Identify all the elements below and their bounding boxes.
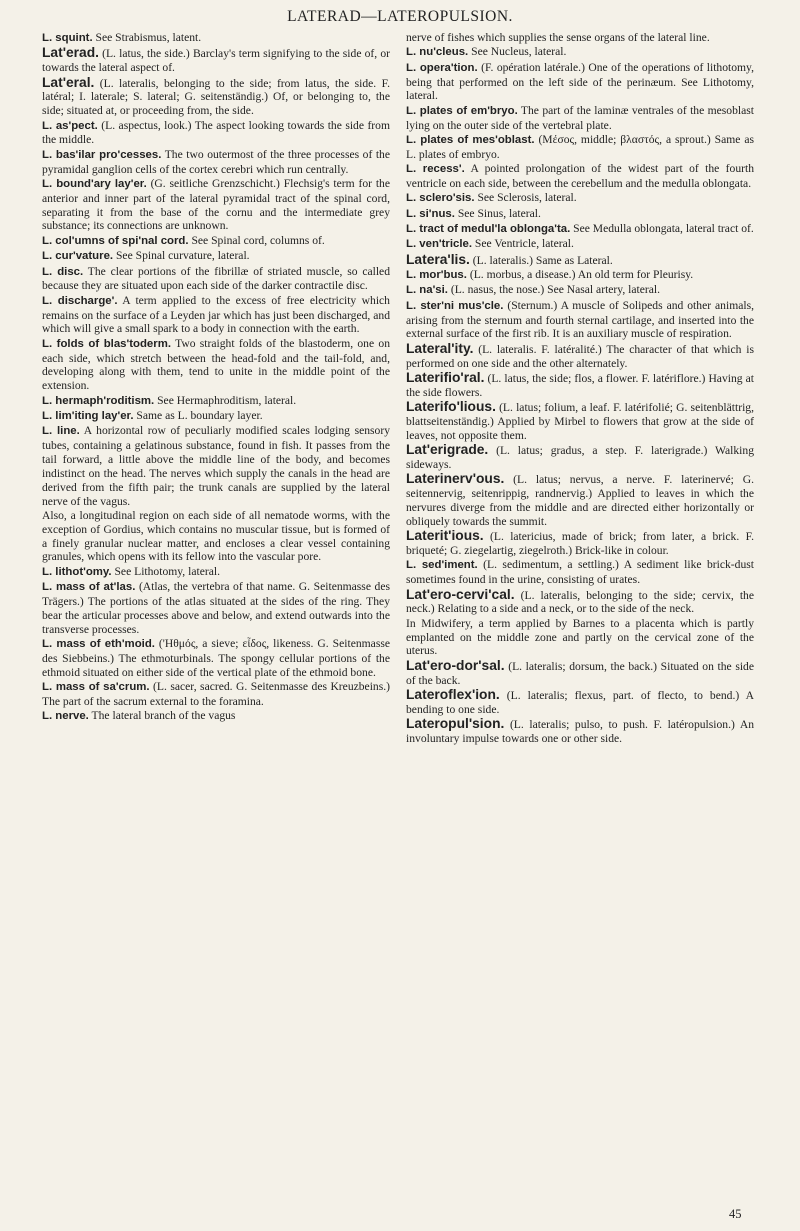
- dictionary-entry: [406, 472, 754, 528]
- dictionary-entry: [42, 509, 390, 564]
- dictionary-entry: [406, 283, 754, 298]
- entry-headword: L. nerve.: [42, 710, 89, 723]
- entry-definition: See Spinal curvature, lateral.: [113, 249, 250, 263]
- dictionary-entry: [406, 299, 754, 342]
- dictionary-entry: [406, 529, 754, 558]
- dictionary-entry: [42, 580, 390, 636]
- dictionary-entry: [406, 558, 754, 587]
- entry-headword: Lat'ero-dor'sal.: [406, 657, 505, 673]
- dictionary-entry: [42, 709, 390, 724]
- dictionary-entry: [406, 162, 754, 191]
- entry-headword: Lateroflex'ion.: [406, 686, 500, 702]
- dictionary-entry: [406, 371, 754, 400]
- dictionary-entry: [406, 253, 754, 268]
- dictionary-entry: [42, 337, 390, 393]
- dictionary-entry: [42, 394, 390, 409]
- right-column: [406, 31, 754, 746]
- entry-definition: Also, a longitudinal region on each side of all nematode worms, with the exception of Gordius, which contains no muscular tissue, but is formed of a finely granular nuclear matter, and encloses a clear vessel containing granules, which opens with its fellow into the vascular pore.: [42, 508, 390, 564]
- entry-definition: (L. latus; gradus, a step. F. laterigrade.) Walking sideways.: [406, 444, 754, 471]
- dictionary-entry: [406, 688, 754, 717]
- dictionary-entry: [406, 61, 754, 104]
- entry-headword: Laterifo'lious.: [406, 399, 496, 415]
- entry-definition: See Spinal cord, columns of.: [188, 233, 325, 247]
- entry-definition: (L. sedimentum, a settling.) A sediment like brick-dust sometimes found in the urine, consisting of urates.: [406, 558, 754, 587]
- entry-headword: Lat'erigrade.: [406, 442, 489, 458]
- entry-headword: Latera'lis.: [406, 251, 470, 267]
- entry-headword: L. plates of mes'oblast.: [406, 133, 535, 146]
- entry-headword: L. hermaph'roditism.: [42, 394, 155, 407]
- entry-definition: See Hermaphroditism, lateral.: [154, 393, 297, 407]
- entry-headword: L. ster'ni mus'cle.: [406, 299, 504, 312]
- entry-headword: Lat'eral.: [42, 74, 95, 90]
- entry-headword: L. lim'iting lay'er.: [42, 409, 134, 422]
- entry-headword: Laterinerv'ous.: [406, 471, 505, 487]
- page-header: LATERAD—LATEROPULSION.: [287, 8, 513, 25]
- entry-definition: (L. aspectus, look.) The aspect looking towards the side from the middle.: [42, 118, 390, 147]
- dictionary-entry: [406, 588, 754, 617]
- entry-definition: See Ventricle, lateral.: [472, 237, 574, 251]
- dictionary-entry: [406, 400, 754, 443]
- entry-headword: L. si'nus.: [406, 207, 455, 220]
- entry-headword: L. sed'iment.: [406, 559, 478, 572]
- entry-headword: L. opera'tion.: [406, 61, 478, 74]
- entry-definition: See Sinus, lateral.: [454, 206, 541, 220]
- entry-headword: L. na'si.: [406, 284, 448, 297]
- entry-headword: L. mass of sa'crum.: [42, 680, 150, 693]
- entry-headword: L. lithot'omy.: [42, 565, 112, 578]
- entry-definition: (L. latericius, made of brick; from later, a brick. F. briqueté; G. ziegelartig, ziegelroth.) Brick-like in colour.: [406, 530, 754, 558]
- dictionary-entry: [42, 424, 390, 508]
- entry-definition: (L. lateralis, belonging to the side; cervix, the neck.) Relating to a side and a neck, or to the side of the neck.: [406, 588, 754, 616]
- entry-headword: L. mor'bus.: [406, 269, 467, 281]
- entry-headword: L. ven'tricle.: [406, 238, 473, 251]
- dictionary-entry: [42, 76, 390, 119]
- entry-definition: A pointed prolongation of the widest part of the fourth ventricle on each side, between the cerebellum and the medulla oblongata.: [406, 162, 754, 190]
- entry-definition: nerve of fishes which supplies the sense organs of the lateral line.: [406, 31, 710, 44]
- entry-definition: See Sclerosis, lateral.: [474, 191, 577, 205]
- entry-headword: L. sclero'sis.: [406, 192, 475, 205]
- entry-definition: See Strabismus, latent.: [92, 31, 202, 44]
- entry-definition: (L. morbus, a disease.) An old term for Pleurisy.: [466, 268, 694, 281]
- entry-definition: The two outermost of the three processes of the pyramidal ganglion cells of the cortex cerebri which run centrally.: [42, 147, 390, 176]
- dictionary-entry: [42, 637, 390, 680]
- entry-headword: L. squint.: [42, 32, 93, 44]
- entry-definition: The part of the laminæ ventrales of the mesoblast lying on the outer side of the vertebral plate.: [406, 103, 754, 132]
- entry-definition: (L. nasus, the nose.) See Nasal artery, lateral.: [447, 283, 660, 297]
- left-column: [42, 31, 390, 725]
- entry-definition: Two straight folds of the blastoderm, one on each side, which stretch between the head-fold and the tail-fold, and, developing along with them, tend to unite in the middle point of the extension.: [42, 336, 390, 393]
- entry-definition: (L. lateralis.) Same as Lateral.: [469, 253, 613, 267]
- entry-headword: Lateral'ity.: [406, 340, 474, 356]
- entry-headword: L. line.: [42, 425, 80, 438]
- entry-headword: Laterit'ious.: [406, 528, 484, 544]
- entry-headword: L. disc.: [42, 265, 84, 278]
- dictionary-entry: [406, 617, 754, 659]
- entry-definition: (Μέσος, middle; βλαστός, a sprout.) Same as L. plates of embryo.: [406, 132, 754, 161]
- entry-definition: (Atlas, the vertebra of that name. G. Seitenmasse des Trägers.) The portions of the atlas situated at the sides of the ring. They bear the articular processes above and below, and extend outwards into the transverse processes.: [42, 580, 390, 636]
- entry-definition: A term applied to the excess of free electricity which remains on the surface of a Leyden jar which has just been discharged, and which will give a small spark to a body in connection with the earth.: [42, 293, 390, 336]
- entry-definition: (L. lateralis; flexus, part. of flecto, to bend.) A bending to one side.: [406, 688, 754, 716]
- dictionary-entry: [42, 680, 390, 709]
- entry-definition: (L. lateralis; dorsum, the back.) Situated on the side of the back.: [406, 659, 754, 687]
- entry-headword: L. nu'cleus.: [406, 46, 469, 59]
- entry-headword: Laterifio'ral.: [406, 369, 485, 385]
- entry-definition: See Lithotomy, lateral.: [111, 564, 220, 578]
- entry-headword: L. plates of em'bryo.: [406, 104, 518, 117]
- entry-definition: (L. latus; nervus, a nerve. F. laterinervé; G. seitennervig, seitenrippig, randnervig.) Applied to leaves in which the nervures diverge from the middle and are directed either horizontally or obliquely towards the summit.: [406, 473, 754, 528]
- entry-headword: Lat'ero-cervi'cal.: [406, 586, 515, 602]
- dictionary-entry: [42, 565, 390, 580]
- dictionary-entry: [406, 191, 754, 206]
- entry-definition: See Medulla oblongata, lateral tract of.: [570, 221, 754, 235]
- dictionary-entry: [406, 659, 754, 688]
- dictionary-entry: [42, 177, 390, 233]
- dictionary-entry: [406, 443, 754, 472]
- dictionary-entry: [42, 46, 390, 75]
- entry-headword: Lat'erad.: [42, 45, 99, 61]
- entry-headword: L. tract of medul'la oblonga'ta.: [406, 222, 571, 235]
- entry-headword: L. mass of at'las.: [42, 581, 136, 594]
- entry-definition: The lateral branch of the vagus: [88, 709, 236, 723]
- entry-headword: L. recess'.: [406, 163, 465, 176]
- entry-headword: L. bas'ilar pro'cesses.: [42, 148, 162, 161]
- page-number: 45: [729, 1207, 742, 1221]
- dictionary-entry: [42, 249, 390, 264]
- entry-definition: Same as L. boundary layer.: [133, 408, 263, 422]
- dictionary-entry: [406, 342, 754, 371]
- entry-headword: Lateropul'sion.: [406, 716, 505, 732]
- entry-definition: See Nucleus, lateral.: [468, 45, 567, 59]
- entry-headword: L. as'pect.: [42, 119, 98, 132]
- dictionary-entry: [42, 119, 390, 148]
- dictionary-entry: [406, 222, 754, 237]
- entry-definition: (L. latus; folium, a leaf. F. latérifolié; G. seitenblättrig, blattseitenständig.) Applied by Mirbel to flowers that grow at the side of leaves, not opposite them.: [406, 401, 754, 442]
- entry-headword: L. cur'vature.: [42, 250, 114, 263]
- entry-definition: (L. lateralis. F. latéralité.) The character of that which is performed on one side and the other alternately.: [406, 342, 754, 370]
- entry-headword: L. mass of eth'moid.: [42, 637, 155, 650]
- dictionary-entry: [406, 717, 754, 746]
- entry-definition: (L. sacer, sacred. G. Seitenmasse des Kreuzbeins.) The part of the sacrum external to the foramina.: [42, 679, 390, 708]
- entry-headword: L. folds of blas'toderm.: [42, 337, 171, 350]
- entry-headword: L. bound'ary lay'er.: [42, 177, 147, 190]
- entry-headword: L. col'umns of spi'nal cord.: [42, 234, 189, 247]
- dictionary-entry: [406, 237, 754, 252]
- entry-definition: (L. lateralis, belonging to the side; from latus, the side. F. latéral; I. laterale; S. lateral; G. seitenständig.) Of, or belonging to, the side; situated at, or proceeding from, the side.: [42, 76, 390, 118]
- dictionary-entry: [42, 265, 390, 294]
- entry-definition: (L. latus, the side; flos, a flower. F. latériflore.) Having at the side flowers.: [406, 371, 754, 399]
- dictionary-entry: [406, 31, 754, 45]
- entry-definition: ('Hθμός, a sieve; εἶδος, likeness. G. Seitenmasse des Siebbeins.) The ethmoturbinals. The spongy cellular portions of the ethmoid situated on either side of the vertical plate of the ethmoid bone.: [42, 636, 390, 679]
- entry-headword: L. discharge'.: [42, 294, 118, 307]
- dictionary-entry: [42, 409, 390, 424]
- entry-definition: (L. latus, the side.) Barclay's term signifying to the side of, or towards the lateral aspect of.: [42, 47, 390, 75]
- entry-definition: (Sternum.) A muscle of Solipeds and other animals, arising from the sternum and fourth sternal cartilage, and inserted into the external surface of the first rib. It is an auxiliary muscle of respiration.: [406, 298, 754, 341]
- dictionary-entry: [406, 45, 754, 60]
- entry-definition: A horizontal row of peculiarly modified scales lodging sensory tubes, containing a gelatinous substance, found in fish. It passes from the tail forward, a little above the middle line of the body, and becomes indistinct on the head. The nerves which supply the canals in the head are derived from the fifth pair; the trunk canals are supplied by the lateral nerve of the vagus.: [42, 424, 390, 508]
- dictionary-entry: [42, 294, 390, 337]
- entry-definition: (G. seitliche Grenzschicht.) Flechsig's term for the anterior and inner part of the lateral pyramidal tract of the spinal cord, separating it from the base of the cornu and the intermediate grey substance; its connections are unknown.: [42, 176, 390, 233]
- entry-definition: The clear portions of the fibrillæ of striated muscle, so called because they are situated upon each side of the darker contractile disc.: [42, 264, 390, 293]
- entry-definition: (F. opération latérale.) One of the operations of lithotomy, being that performed on the left side of the perinæum. See Lithotomy, lateral.: [406, 60, 754, 103]
- entry-definition: (L. lateralis; pulso, to push. F. latéropulsion.) An involuntary impulse towards one or other side.: [406, 718, 754, 745]
- dictionary-entry: [406, 268, 754, 283]
- dictionary-entry: [42, 31, 390, 46]
- entry-definition: In Midwifery, a term applied by Barnes to a placenta which is partly emplanted on the middle zone and partly on the cervical zone of the uterus.: [406, 616, 754, 658]
- dictionary-entry: [42, 148, 390, 177]
- dictionary-entry: [406, 104, 754, 133]
- dictionary-entry: [42, 234, 390, 249]
- dictionary-entry: [406, 207, 754, 222]
- dictionary-entry: [406, 133, 754, 162]
